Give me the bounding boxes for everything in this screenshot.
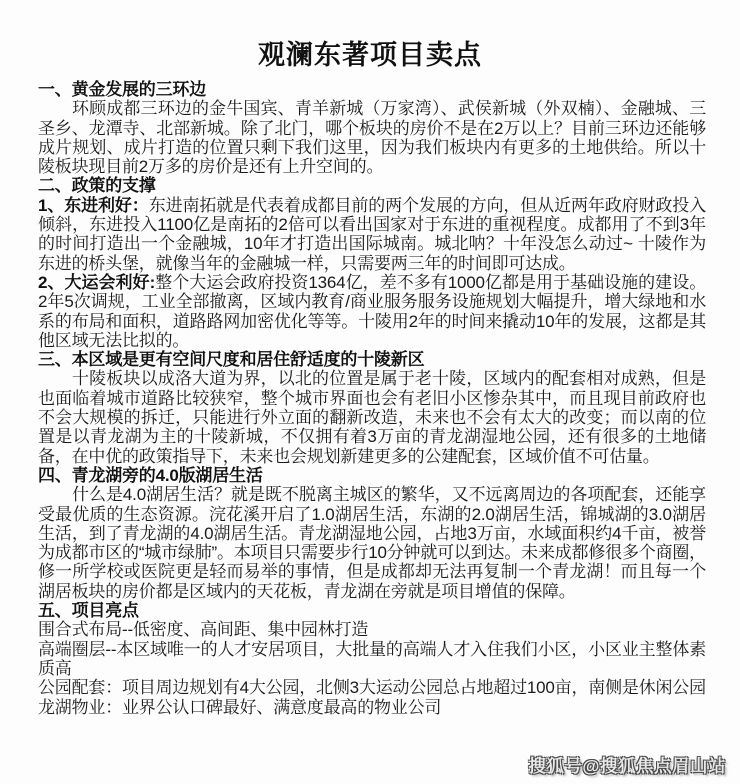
page-title: 观澜东著项目卖点 [258,40,482,70]
section-2-heading: 二、政策的支撑 [38,176,156,196]
section-2-item-2 [38,273,706,350]
section-5-heading: 五、项目亮点 [38,601,139,621]
section-4-paragraph: 什么是4.0湖居生活？就是既不脱离主城区的繁华，又不远离周边的各项配套，还能享受最优质的生态资源。浣花溪开启了1.0湖居生活，东湖的2.0湖居生活，锦城湖的3.0湖居生活，到了青龙湖的4.0湖居生活。青龙湖湿地公园，占地3万亩，水域面积约4千亩，被誉为成都市区的“城市绿肺”。本项目只需要步行10分钟就可以到达。未来成都修很多个商圈，修一所学校或医院更是轻而易举的事情，但是成都却无法再复制一个青龙湖！而且每一个湖居板块的房价都是区域内的天花板，青龙湖在旁就是项目增值的保障。 [38,485,706,601]
section-1-heading: 一、黄金发展的三环边 [38,80,206,99]
document-content [38,80,706,717]
section-2-item-1-text: 东进南拓就是代表着成都目前的两个发展的方向，但从近两年政府财政投入倾斜，东进投入1100亿是南拓的2倍可以看出国家对于东进的重视程度。成都用了不到3年的时间打造出一个金融城，10年才打造出国际城南。城北呐？十年没怎么动过~ 十陵作为东进的桥头堡，就像当年的金融城一样，只需要两三年的时间即可达成。 [38,195,706,273]
section-5-line-circle: 高端圈层--本区域唯一的人才安居项目，大批量的高端人才入住我们小区，小区业主整体素质高 [38,639,706,678]
section-3-paragraph: 十陵板块以成洛大道为界，以北的位置是属于老十陵，区域内的配套相对成熟，但是也面临着城市道路比较狭窄，整个城市界面也会有老旧小区惨杂其中，而且现目前政府也不会大规模的拆迁，只能进行外立面的翻新改造，未来也不会有太大的改变；而以南的位置是以青龙湖为主的十陵新城，不仅拥有着3万亩的青龙湖湿地公园，还有很多的土地储备，在中优的政策指导下，未来也会规划新建更多的公建配套，区域价值不可估量。 [38,369,706,466]
watermark: 搜狐号@搜狐焦点眉山站 [528,756,726,776]
section-2-item-1 [38,196,706,273]
section-4-heading: 四、青龙湖旁的4.0版湖居生活 [38,465,263,485]
section-2-item-2-text: 整个大运会政府投资1364亿，差不多有1000亿都是用于基础设施的建设。2年5次调规，工业全部撤离，区域内教育/商业服务服务设施规划大幅提升，增大绿地和水系的布局和面积，道路路网加密优化等等。十陵用2年的时间来撬动10年的发展，这都是其他区域无法比拟的。 [38,272,707,350]
section-1-paragraph: 环顾成都三环边的金牛国宾、青羊新城（万家湾）、武侯新城（外双楠）、金融城、三圣乡、龙潭寺、北部新城。除了北门，哪个板块的房价不是在2万以上？目前三环边还能够成片规划、成片打造的位置只剩下我们这里，因为我们板块内有更多的土地供给。所以十陵板块现目前2万多的房价是还有上升空间的。 [38,99,706,177]
section-5-line-layout: 围合式布局--低密度、高间距、集中园林打造 [38,620,369,640]
section-3-heading: 三、本区域是更有空间尺度和居住舒适度的十陵新区 [38,350,425,370]
section-2-item-2-label: 2、大运会利好: [38,272,156,292]
section-5-line-parks: 公园配套：项目周边规划有4大公园，北侧3大运动公园总占地超过100亩，南侧是休闲公园 [38,678,706,698]
section-5-line-property: 龙湖物业：业界公认口碑最好、满意度最高的物业公司 [38,697,442,717]
section-2-item-1-label: 1、东进利好： [38,195,149,215]
